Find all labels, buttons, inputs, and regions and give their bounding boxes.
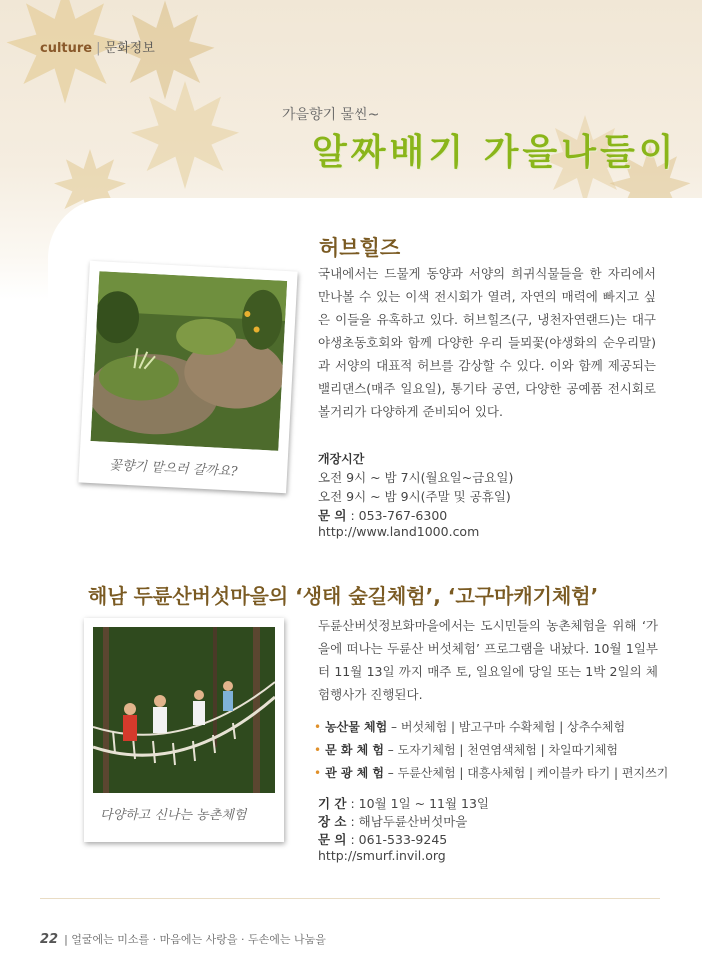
page-title: 알짜배기 가을나들이 [312, 132, 678, 173]
hours-heading: 개장시간 [318, 452, 365, 466]
bullet-label: 문 화 체 험 [325, 743, 384, 757]
place-label: 장 소 [318, 814, 347, 829]
rope-bridge-photo [93, 627, 275, 793]
herb-hills-photo-frame [78, 261, 297, 494]
garden-rock-photo [91, 271, 288, 451]
herb-hills-photo-caption: 꽃향기 맡으러 갈까요? [108, 458, 238, 480]
bullet-tour-experience: • 관 광 체 험 – 두륜산체험 | 대흥사체험 | 케이블카 타기 | 편지쓰기 [314, 766, 669, 780]
haenam-place [318, 812, 467, 830]
haenam-contact [318, 830, 447, 848]
bullet-text: – 두륜산체험 | 대흥사체험 | 케이블카 타기 | 편지쓰기 [383, 766, 669, 780]
haenam-title: 해남 두륜산버섯마을의 ‘생태 숲길체험’, ‘고구마캐기체험’ [88, 584, 599, 608]
section-tag-ko: 문화정보 [104, 41, 155, 56]
herb-contact [318, 506, 447, 524]
herb-contact-value: : 053-767-6300 [346, 508, 448, 523]
maple-leaf-icon [120, 75, 250, 195]
herb-hills-paragraph: 국내에서는 드물게 동양과 서양의 희귀식물들을 한 자리에서 만나볼 수 있는 이색 전시회가 열려, 자연의 매력에 빠지고 싶은 이들을 유혹하고 있다. 허브힐즈(구, 냉천자연랜드)는 대구야생초동호회와 함께 다양한 우리 들뫼꽃(야생화의 순우리말)과 서양의 대표적 허브를 감상할 수 있다. 이와 함께 제공되는 밸리댄스(매주 일요일), 통기타 공연, 다양한 공예품 전시회로 볼거리가 다양하게 준비되어 있다. [318, 266, 656, 419]
bullet-label: 관 광 체 험 [325, 766, 384, 780]
hours-weekend: 오전 9시 ~ 밤 9시(주말 및 공휴일) [318, 489, 511, 504]
haenam-period [318, 794, 489, 812]
haenam-contact-value: : 061-533-9245 [346, 832, 448, 847]
bullet-culture-experience: • 문 화 체 험 – 도자기체험 | 천연염색체험 | 차일따기체험 [314, 743, 619, 757]
hours-weekday: 오전 9시 ~ 밤 7시(월요일~금요일) [318, 470, 514, 485]
haenam-photo-frame [84, 618, 284, 842]
footer-divider [40, 898, 660, 899]
herb-hills-title: 허브힐즈 [319, 236, 401, 260]
footer-slogan: | 얼굴에는 미소를 · 마음에는 사랑을 · 두손에는 나눔을 [64, 933, 326, 946]
herb-url-link[interactable]: http://www.land1000.com [318, 524, 480, 539]
page-footer [40, 931, 326, 947]
place-value: : 해남두륜산버섯마을 [346, 814, 468, 829]
bullet-farm-experience: • 농산물 체험 – 버섯체험 | 밤고구마 수확체험 | 상추수체험 [314, 720, 626, 734]
bullet-label: 농산물 체험 [325, 720, 388, 734]
herb-contact-label: 문 의 [318, 508, 347, 523]
period-label: 기 간 [318, 796, 347, 811]
haenam-paragraph: 두륜산버섯정보화마을에서는 도시민들의 농촌체험을 위해 ‘가을에 떠나는 두륜산 버섯체험’ 프로그램을 내놨다. 10월 1일부터 11월 13일 까지 매주 토, 일요일에 당일 또는 1박 2일의 체험행사가 진행된다. [318, 618, 658, 702]
page-subtitle: 가을향기 물씬~ [282, 107, 380, 123]
section-tag-en: culture [40, 41, 93, 56]
bullet-text: – 버섯체험 | 밤고구마 수확체험 | 상추수체험 [387, 720, 626, 734]
section-tag: culture | 문화정보 [40, 41, 155, 56]
haenam-contact-label: 문 의 [318, 832, 347, 847]
haenam-url-link[interactable]: http://smurf.invil.org [318, 848, 446, 863]
bullet-text: – 도자기체험 | 천연염색체험 | 차일따기체험 [383, 743, 619, 757]
page-number: 22 [40, 932, 59, 947]
haenam-photo-caption: 다양하고 신나는 농촌체험 [100, 808, 247, 823]
period-value: : 10월 1일 ~ 11월 13일 [346, 796, 490, 811]
